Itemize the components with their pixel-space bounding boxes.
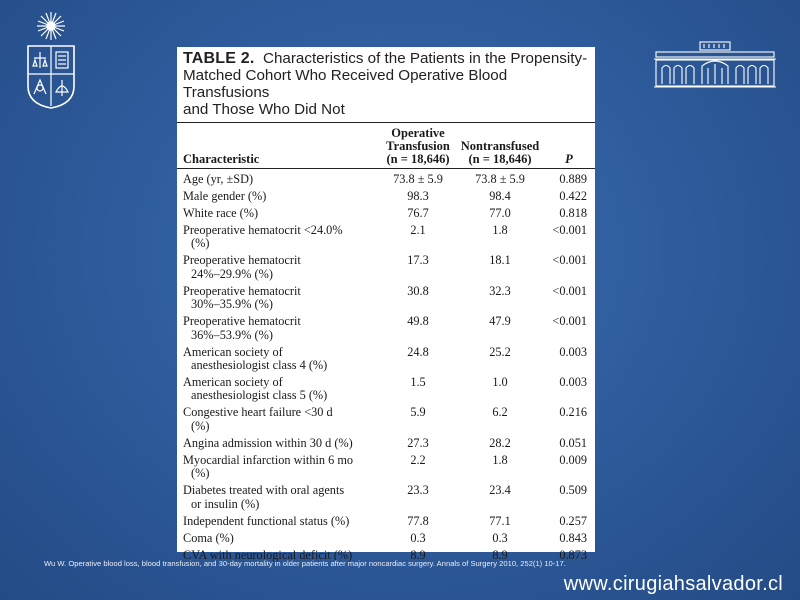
cell-nontransfused: 77.1	[489, 513, 511, 528]
cell-characteristic	[177, 532, 375, 545]
cell-p-value: 0.422	[559, 189, 587, 203]
table-row	[177, 514, 595, 531]
cell-p-value: <0.001	[552, 283, 587, 298]
cell-p-value: 0.003	[559, 344, 587, 359]
cell-nontransfused: 47.9	[489, 314, 511, 329]
table-row	[177, 172, 595, 189]
table-row	[177, 206, 595, 223]
cell-characteristic	[177, 454, 375, 481]
cell-nontransfused: 25.2	[489, 344, 511, 359]
header-transfusion-line-3: (n = 18,646)	[386, 152, 450, 166]
citation-text: Wu W. Operative blood loss, blood transfusion, and 30-day mortality in older patients after major noncardiac surgery. Annals of Surgery 2010, 252(1) 10-17.	[44, 559, 566, 568]
characteristic-label-continuation: 24%–29.9% (%)	[191, 266, 273, 281]
table-row	[177, 483, 595, 513]
cell-transfusion: 8.9	[410, 547, 426, 562]
characteristic-label: Coma (%)	[183, 530, 234, 545]
cell-transfusion: 2.2	[410, 452, 426, 467]
header-p-value: P	[565, 152, 573, 166]
cell-nontransfused: 28.2	[489, 435, 511, 450]
characteristic-label-continuation: 30%–35.9% (%)	[191, 297, 273, 312]
table-row	[177, 314, 595, 344]
cell-nontransfused: 98.4	[489, 189, 511, 203]
table-title-line-3: and Those Who Did Not	[183, 101, 345, 118]
cell-transfusion: 77.8	[407, 513, 429, 528]
crest-emblem-icon	[22, 8, 80, 110]
header-operative-transfusion	[379, 127, 457, 166]
characteristic-label-continuation: (%)	[191, 236, 210, 251]
cell-nontransfused: 1.8	[492, 452, 508, 467]
table-title-line-2: Matched Cohort Who Received Operative Blood Transfusions	[183, 67, 508, 101]
table-row	[177, 436, 595, 453]
characteristic-label: Diabetes treated with oral agents	[183, 483, 345, 498]
table-header-row	[177, 123, 595, 169]
cell-transfusion: 98.3	[407, 189, 429, 203]
cell-p-value: 0.051	[559, 435, 587, 450]
university-crest-logo	[22, 8, 80, 110]
header-transfusion-line-1: Operative	[391, 126, 445, 140]
cell-p-value: <0.001	[552, 223, 587, 237]
cell-transfusion: 2.1	[410, 223, 426, 237]
cell-transfusion: 17.3	[407, 253, 429, 268]
table-row	[177, 453, 595, 483]
building-facade-icon	[652, 40, 778, 90]
table-row	[177, 531, 595, 548]
cell-p-value: 0.009	[559, 452, 587, 467]
cell-nontransfused: 18.1	[489, 253, 511, 268]
characteristic-label: American society of	[183, 344, 283, 359]
cell-characteristic	[177, 346, 375, 373]
cell-nontransfused: 77.0	[489, 206, 511, 220]
website-url[interactable]: www.cirugiahsalvador.cl	[563, 573, 783, 595]
characteristic-label: Preoperative hematocrit <24.0%	[183, 223, 343, 237]
characteristic-label-continuation: or insulin (%)	[191, 496, 260, 511]
cell-characteristic	[177, 315, 375, 342]
cell-transfusion: 76.7	[407, 206, 429, 220]
cell-characteristic	[177, 515, 375, 528]
cell-p-value: 0.818	[559, 206, 587, 220]
characteristic-label: Preoperative hematocrit	[183, 314, 301, 329]
cell-p-value: 0.216	[559, 405, 587, 420]
characteristic-label-continuation: (%)	[191, 418, 210, 433]
table-row	[177, 345, 595, 375]
characteristic-label: CVA with neurological deficit (%)	[183, 547, 353, 562]
table-body	[177, 169, 595, 565]
table-row	[177, 189, 595, 206]
characteristic-label: Age (yr, ±SD)	[183, 172, 254, 186]
characteristic-label-continuation: anesthesiologist class 4 (%)	[191, 358, 328, 373]
characteristic-label: Preoperative hematocrit	[183, 283, 301, 298]
cell-transfusion: 1.5	[410, 375, 426, 390]
cell-characteristic	[177, 224, 375, 251]
characteristic-label: American society of	[183, 375, 283, 390]
characteristics-table	[177, 47, 595, 562]
characteristic-label-continuation: anesthesiologist class 5 (%)	[191, 388, 328, 403]
cell-characteristic	[177, 406, 375, 433]
characteristic-label: Congestive heart failure <30 d	[183, 405, 333, 420]
cell-characteristic	[177, 484, 375, 511]
cell-nontransfused: 23.4	[489, 483, 511, 498]
cell-p-value: 0.873	[559, 547, 587, 562]
cell-characteristic	[177, 254, 375, 281]
cell-nontransfused: 1.0	[492, 375, 508, 390]
building-facade-logo	[652, 40, 778, 90]
table-row	[177, 223, 595, 253]
table-row	[177, 284, 595, 314]
cell-transfusion: 23.3	[407, 483, 429, 498]
characteristic-label-continuation: (%)	[191, 466, 210, 481]
characteristic-label: Myocardial infarction within 6 mo	[183, 452, 354, 467]
cell-p-value: <0.001	[552, 253, 587, 268]
cell-nontransfused: 6.2	[492, 405, 508, 420]
characteristic-label: Male gender (%)	[183, 189, 267, 203]
cell-nontransfused: 32.3	[489, 283, 511, 298]
cell-p-value: 0.509	[559, 483, 587, 498]
cell-characteristic	[177, 173, 375, 186]
cell-nontransfused: 73.8 ± 5.9	[475, 172, 525, 186]
header-characteristic: Characteristic	[183, 152, 260, 166]
cell-transfusion: 49.8	[407, 314, 429, 329]
table-label: TABLE 2.	[183, 50, 255, 67]
characteristic-label-continuation: 36%–53.9% (%)	[191, 327, 273, 342]
characteristic-label: Preoperative hematocrit	[183, 253, 301, 268]
cell-nontransfused: 0.3	[492, 530, 508, 545]
characteristic-label: Angina admission within 30 d (%)	[183, 435, 353, 450]
characteristic-label: White race (%)	[183, 206, 259, 220]
cell-transfusion: 5.9	[410, 405, 426, 420]
table-title-line-1: Characteristics of the Patients in the Propensity-	[262, 50, 588, 67]
cell-nontransfused: 1.8	[492, 223, 508, 237]
header-nontransfused	[459, 140, 541, 166]
cell-characteristic	[177, 190, 375, 203]
table-title	[177, 47, 595, 123]
table-row	[177, 375, 595, 405]
cell-p-value: 0.889	[559, 172, 587, 186]
cell-p-value: <0.001	[552, 314, 587, 329]
cell-characteristic	[177, 285, 375, 312]
cell-nontransfused: 8.9	[492, 547, 508, 562]
cell-transfusion: 27.3	[407, 435, 429, 450]
header-nontransfused-line-1: Nontransfused	[460, 139, 540, 153]
header-transfusion-line-2: Transfusion	[386, 139, 450, 153]
cell-transfusion: 0.3	[410, 530, 426, 545]
cell-transfusion: 73.8 ± 5.9	[393, 172, 443, 186]
cell-p-value: 0.003	[559, 375, 587, 390]
cell-p-value: 0.843	[559, 530, 587, 545]
cell-characteristic	[177, 437, 375, 450]
cell-characteristic	[177, 207, 375, 220]
table-row	[177, 405, 595, 435]
cell-transfusion: 24.8	[407, 344, 429, 359]
cell-p-value: 0.257	[559, 513, 587, 528]
header-nontransfused-line-2: (n = 18,646)	[468, 152, 532, 166]
characteristic-label: Independent functional status (%)	[183, 513, 350, 528]
cell-transfusion: 30.8	[407, 283, 429, 298]
cell-characteristic	[177, 376, 375, 403]
table-row	[177, 253, 595, 283]
